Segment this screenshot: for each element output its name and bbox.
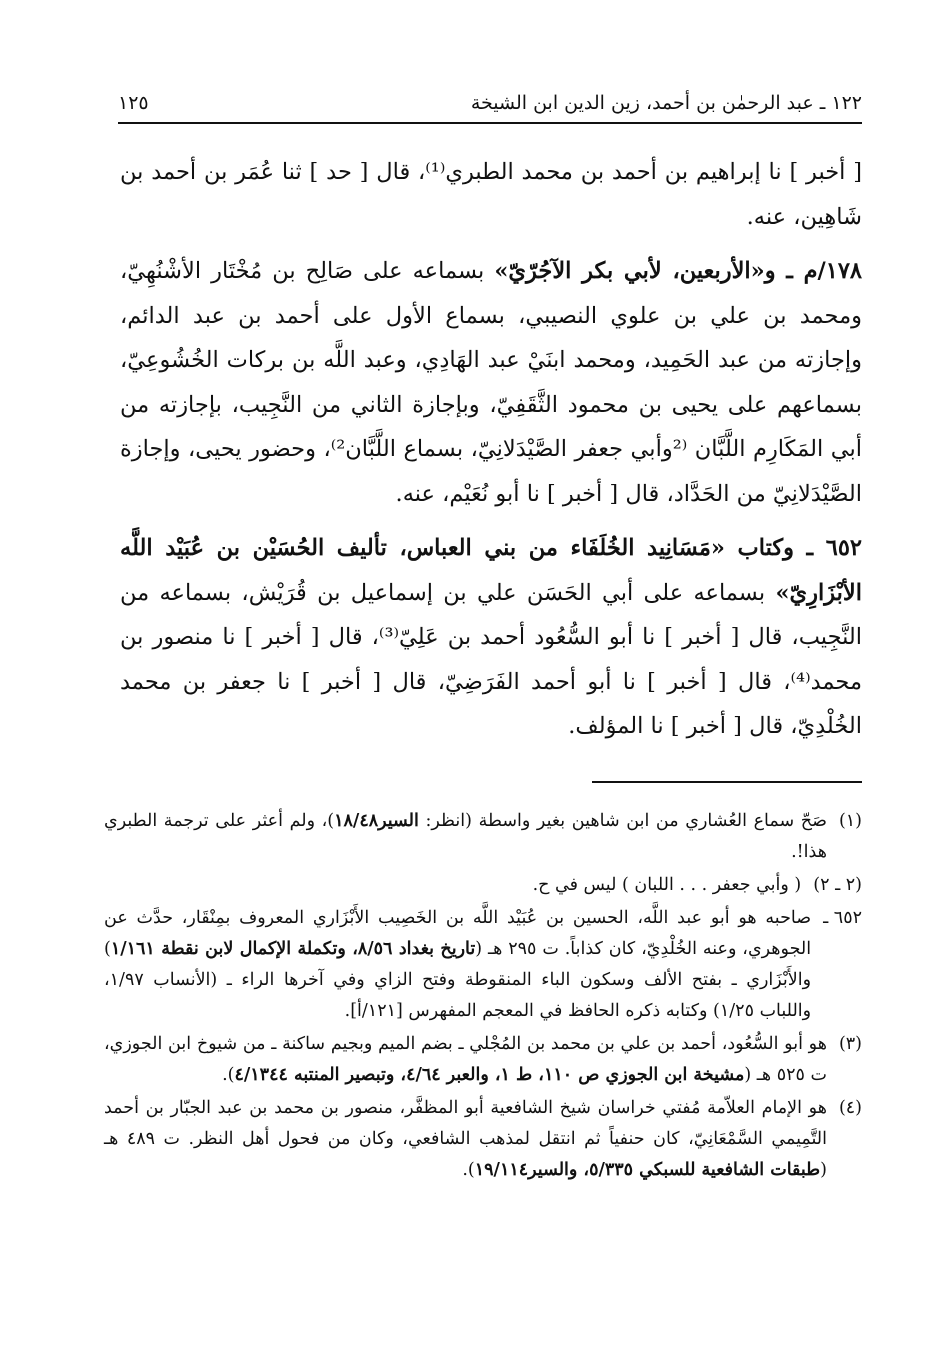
footnote-2 (104, 870, 862, 901)
page-header (118, 86, 862, 114)
footnote-mark: (٢ ـ ٢) (813, 875, 862, 895)
footnote-text: هو أبو السُّعُود، أحمد بن علي بن محمد بن المُجْلي ـ بضم الميم وبجيم ساكنة ـ من شيوخ ابن الجوزي، ت ٥٢٥ هـ ( (104, 1034, 827, 1085)
footnote-652 (104, 903, 862, 1027)
footnote-3 (104, 1029, 862, 1091)
footnote-tail: ). (462, 1160, 475, 1180)
footnote-4 (104, 1093, 862, 1186)
entry-178-title: ١٧٨/م ـ و«الأربعين، لأبي بكر الآجُرّيّ» (494, 258, 863, 284)
paragraph-3 (120, 526, 862, 749)
footnotes (104, 806, 862, 1188)
footnote-rule (592, 781, 862, 783)
footnote-text: هو الإمام العلاّمة مُفتي خراسان شيخ الشافعية أبو المظفَّر، منصور بن محمد بن عبد الجبّار بن أحمد التَّمِيمي السَّمْعَانِيّ، كان حنفياً ثم انتقل لمذهب الشافعي، وكان من فحول أهل النظر. ت ٤٨٩ هـ ( (104, 1098, 827, 1180)
footnote-mark: (١) (838, 811, 862, 831)
footnote-ref: طبقات الشافعية للسبكي ٥/٣٣٥، والسير١٩/١١٤ (474, 1160, 821, 1180)
header-rule (118, 122, 862, 124)
footnote-mark: ٦٥٢ ـ (823, 908, 862, 928)
footnote-ref: تاريخ بغداد ٨/٥٦، وتكملة الإكمال لابن نقطة ١/١٦١ (110, 939, 476, 959)
entry-652-text: بسماعه على أبي الحَسَن علي بن إسماعيل بن قُرَيْش، بسماعه من النَّجِيب، قال [ أخبر ] نا أبو السُّعُود أحمد بن عَلِيّ⁽³⁾، قال [ أخبر ] نا منصور بن محمد⁽⁴⁾، قال [ أخبر ] نا أبو أحمد الفَرَضِيّ، قال [ أخبر ] نا جعفر بن محمد الخُلْدِيّ، قال [ أخبر ] نا المؤلف. (120, 579, 862, 739)
footnote-text: ( وأبي جعفر . . . اللبان ) ليس في ح. (532, 875, 802, 895)
footnote-tail: ). (222, 1065, 235, 1085)
running-head: ١٢٢ ـ عبد الرحمٰن بن أحمد، زين الدين ابن الشيخة (470, 92, 862, 114)
entry-178-text: بسماعه على صَالِح بن مُخْتَار الأشْنُهِيّ، ومحمد بن علي بن علوي النصيبي، بسماع الأول على أحمد بن عبد الدائم، وإجازته من عبد الحَمِيد، ومحمد ابنَيْ عبد الهَادِي، وعبد اللَّه بن بركات الخُشُوعِيّ، بسماعهم على يحيى بن محمود الثَّقَفِيّ، وبإجازة الثاني من النَّجِيب، بإجازته من أبي المَكَارِم اللَّبَّان ⁽²وأبي جعفر الصَّيْدَلانِيّ، بسماع اللَّبَّان²⁾، وحضور يحيى، وإجازة الصَّيْدَلانِيّ من الحَدَّاد، قال [ أخبر ] نا أبو نُعَيْم، عنه. (120, 258, 862, 507)
footnote-mark: (٣) (838, 1034, 862, 1054)
footnote-1 (104, 806, 862, 868)
footnote-tail: )، ولم أعثر على ترجمة الطبري هذا!. (104, 811, 827, 862)
main-text (120, 150, 862, 749)
entry-652-title: ٦٥٢ ـ وكتاب «مَسَانِيد الخُلَفَاء من بني العباس، تأليف الحُسَيْن بن عُبَيْد اللَّه الأبْزَارِيّ» (120, 535, 862, 606)
paragraph-1: [ أخبر ] نا إبراهيم بن أحمد بن محمد الطبري⁽¹⁾، قال [ حد ] ثنا عُمَر بن أحمد بن شَاهِين، عنه. (120, 159, 862, 230)
footnote-mark: (٤) (838, 1098, 862, 1118)
paragraph-2 (120, 249, 862, 516)
footnote-ref: السير١٨/٤٨ (334, 811, 419, 831)
footnote-ref: مشيخة ابن الجوزي ص ١١٠، ط ١، والعبر ٤/٦٤، وتبصير المنتبه ٤/١٣٤٤ (234, 1065, 745, 1085)
footnote-text: صاحبه هو أبو عبد اللَّه، الحسين بن عُبَيْد اللَّه بن الخَصِيب الأَبْزَاري المعروف بمِنْقَار، حدَّث عن الجوهري، وعنه الخُلْدِيّ، كان كذاباً. ت ٢٩٥ هـ ( (104, 908, 812, 959)
page-number: ١٢٥ (118, 92, 149, 114)
footnote-tail: ) والأَبْزَاري ـ بفتح الألف وسكون الباء المنقوطة وفتح الزاي وفي آخرها الراء ـ (الأنساب ١/٩٧، واللباب ١/٢٥) وكتابه ذكره الحافظ في المعجم المفهرس [١٢١/أ]. (104, 939, 812, 1021)
footnote-text: صَحّ سماع العُشاري من ابن شاهين بغير واسطة (انظر: (418, 811, 827, 831)
